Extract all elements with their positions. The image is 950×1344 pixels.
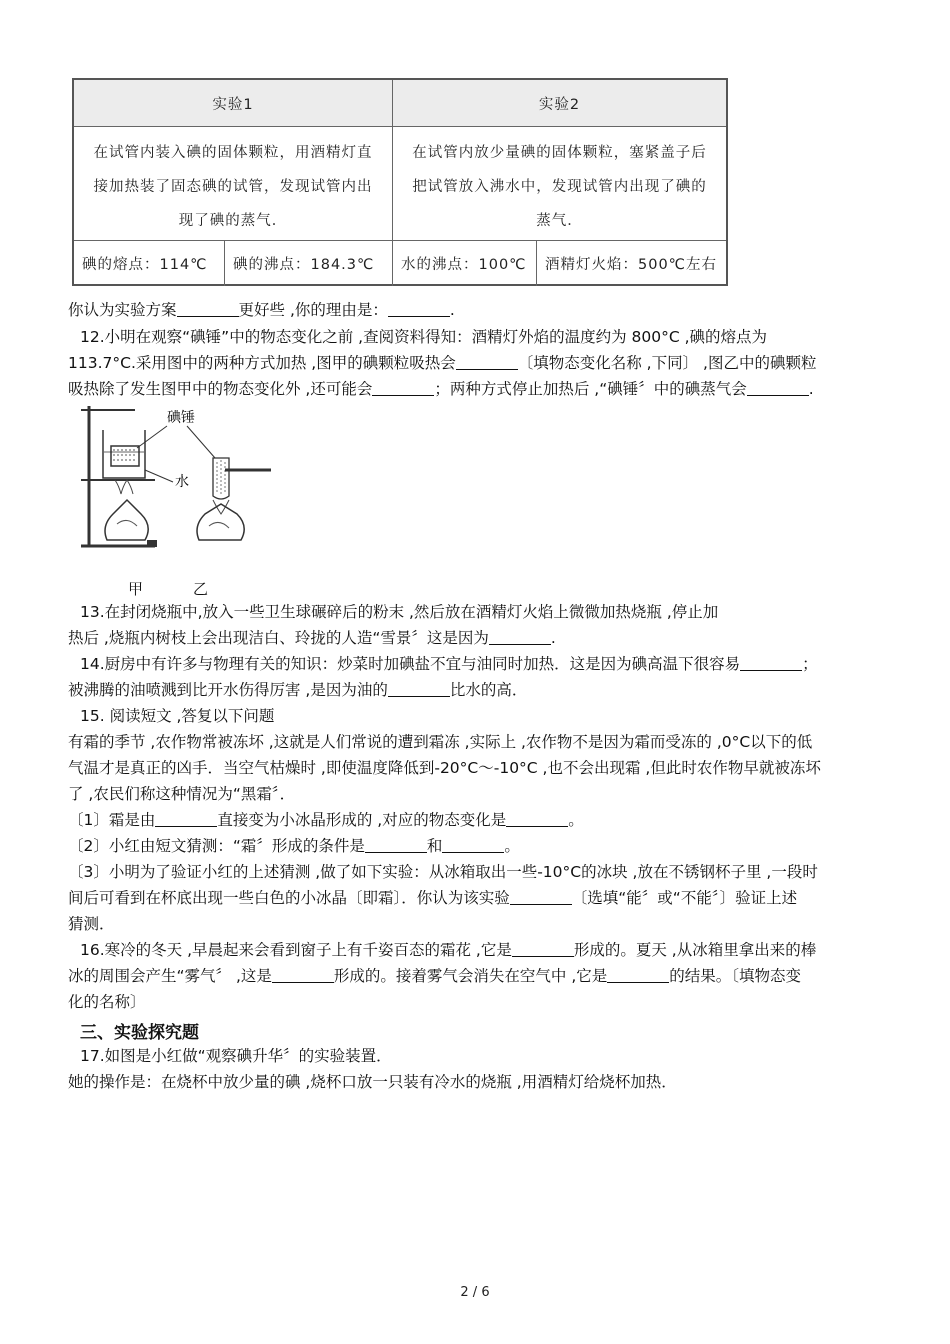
blank[interactable] xyxy=(456,354,518,370)
q16-line-1: 16.寒冷的冬天 ,早晨起来会看到窗子上有千姿百态的霜花 ,它是 形成的。夏天 ,从冰箱里拿出来的棒 xyxy=(80,941,817,959)
water-boiling-point: 水的沸点：100℃ xyxy=(401,256,527,273)
q12-line-2: 113.7°C.采用图中的两种方式加热 ,图甲的碘颗粒吸热会 〔填物态变化名称 ,下同〕 ,图乙中的碘颗粒 xyxy=(68,354,817,372)
blank[interactable] xyxy=(272,967,334,983)
q16-line-3: 化的名称〕 xyxy=(68,993,146,1011)
q15-sub-3-line-1: 〔3〕小明为了验证小红的上述猜测 ,做了如下实验：从冰箱取出一些-10°C的冰块 ,放在不锈钢杯子里 ,一段时 xyxy=(68,863,818,881)
iodine-melting-point: 碘的熔点：114℃ xyxy=(82,256,208,273)
label-water: 水 xyxy=(175,473,189,489)
q17-line-1: 17.如图是小红做“观察碘升华〞的实验装置． xyxy=(80,1047,392,1065)
q14-line-2: 被沸腾的油喷溅到比开水伤得厉害 ,是因为油的 比水的高． xyxy=(68,681,528,699)
exp2-description: 在试管内放少量碘的固体颗粒，塞紧盖子后 把试管放入沸水中，发现试管内出现了碘的 蒸气． xyxy=(412,145,707,229)
q13-line-1: 13.在封闭烧瓶中,放入一些卫生球碾碎后的粉末 ,然后放在酒精灯火焰上微微加热烧瓶 ,停止加 xyxy=(80,603,719,621)
label-yi: 乙 xyxy=(193,580,209,598)
q15-title: 15. 阅读短文 ,答复以下问题 xyxy=(80,707,275,725)
q12-line-3: 吸热除了发生图甲中的物态变化外 ,还可能会 ；两种方式停止加热后 ,“碘锤〞中的碘蒸气会 . xyxy=(68,380,814,398)
q15-sub-2: 〔2〕小红由短文猜测：“霜〞形成的条件是 和 。 xyxy=(68,837,520,855)
q15-sub-3-line-3: 猜测． xyxy=(68,915,115,933)
exp1-header: 实验1 xyxy=(74,80,392,126)
blank[interactable] xyxy=(740,655,802,671)
blank[interactable] xyxy=(747,380,809,396)
iodine-boiling-point: 碘的沸点：184.3℃ xyxy=(233,256,375,273)
blank[interactable] xyxy=(177,301,239,317)
blank[interactable] xyxy=(365,837,427,853)
blank[interactable] xyxy=(372,380,434,396)
exp2-header: 实验2 xyxy=(393,80,726,126)
q15-sub-1: 〔1〕霜是由 直接变为小冰晶形成的 ,对应的物态变化是 。 xyxy=(68,811,584,829)
q15-passage-3: 了 ,农民们称这种情况为“黑霜〞． xyxy=(68,785,296,803)
blank[interactable] xyxy=(442,837,504,853)
q14-line-1: 14.厨房中有许多与物理有关的知识：炒菜时加碘盐不宜与油同时加热．这是因为碘高温下很容易 ； xyxy=(80,655,818,673)
label-jia: 甲 xyxy=(128,580,144,598)
section-title: 三、实验探究题 xyxy=(80,1023,199,1043)
blank[interactable] xyxy=(489,629,551,645)
page-number: 2 / 6 xyxy=(460,1285,490,1300)
iodine-hammer-figure xyxy=(75,400,275,560)
q15-sub-3-line-2: 间后可看到在杯底出现一些白色的小冰晶〔即霜〕．你认为该实验 〔选填“能〞或“不能〞〕验证上述 xyxy=(68,889,798,907)
blank[interactable] xyxy=(512,941,574,957)
flame-temperature: 酒精灯火焰：500℃左右 xyxy=(545,256,717,273)
label-iodine-hammer: 碘锤 xyxy=(167,409,195,425)
q12-line-1: 12.小明在观察“碘锤”中的物态变化之前 ,查阅资料得知：酒精灯外焰的温度约为 800°C ,碘的熔点为 xyxy=(80,328,768,346)
q13-line-2: 热后 ,烧瓶内树枝上会出现洁白、玲拢的人造“雪景〞这是因为 . xyxy=(68,629,556,647)
q15-passage-1: 有霜的季节 ,农作物常被冻坏 ,这就是人们常说的遭到霜冻 ,实际上 ,农作物不是因为霜而受冻的 ,0°C以下的低 xyxy=(68,733,813,751)
blank[interactable] xyxy=(510,889,572,905)
q16-line-2: 冰的周围会产生“雾气〞 ,这是 形成的。接着雾气会消失在空气中 ,它是 的结果。〔填物态变 xyxy=(68,967,802,985)
experiment-table xyxy=(72,78,728,286)
blank[interactable] xyxy=(506,811,568,827)
blank[interactable] xyxy=(155,811,217,827)
q17-line-2: 她的操作是：在烧杯中放少量的碘 ,烧杯口放一只装有冷水的烧瓶 ,用酒精灯给烧杯加热． xyxy=(68,1073,677,1091)
answer-line-11: 你认为实验方案 更好些 ,你的理由是： . xyxy=(68,301,455,319)
q15-passage-2: 气温才是真正的凶手．当空气枯燥时 ,即使温度降低到-20°C～-10°C ,也不会出现霜 ,但此时农作物早就被冻坏 xyxy=(68,759,821,777)
blank[interactable] xyxy=(607,967,669,983)
exp1-description: 在试管内装入碘的固体颗粒，用酒精灯直 接加热装了固态碘的试管，发现试管内出 现了碘的蒸气． xyxy=(93,145,373,229)
blank[interactable] xyxy=(388,681,450,697)
blank[interactable] xyxy=(388,301,450,317)
